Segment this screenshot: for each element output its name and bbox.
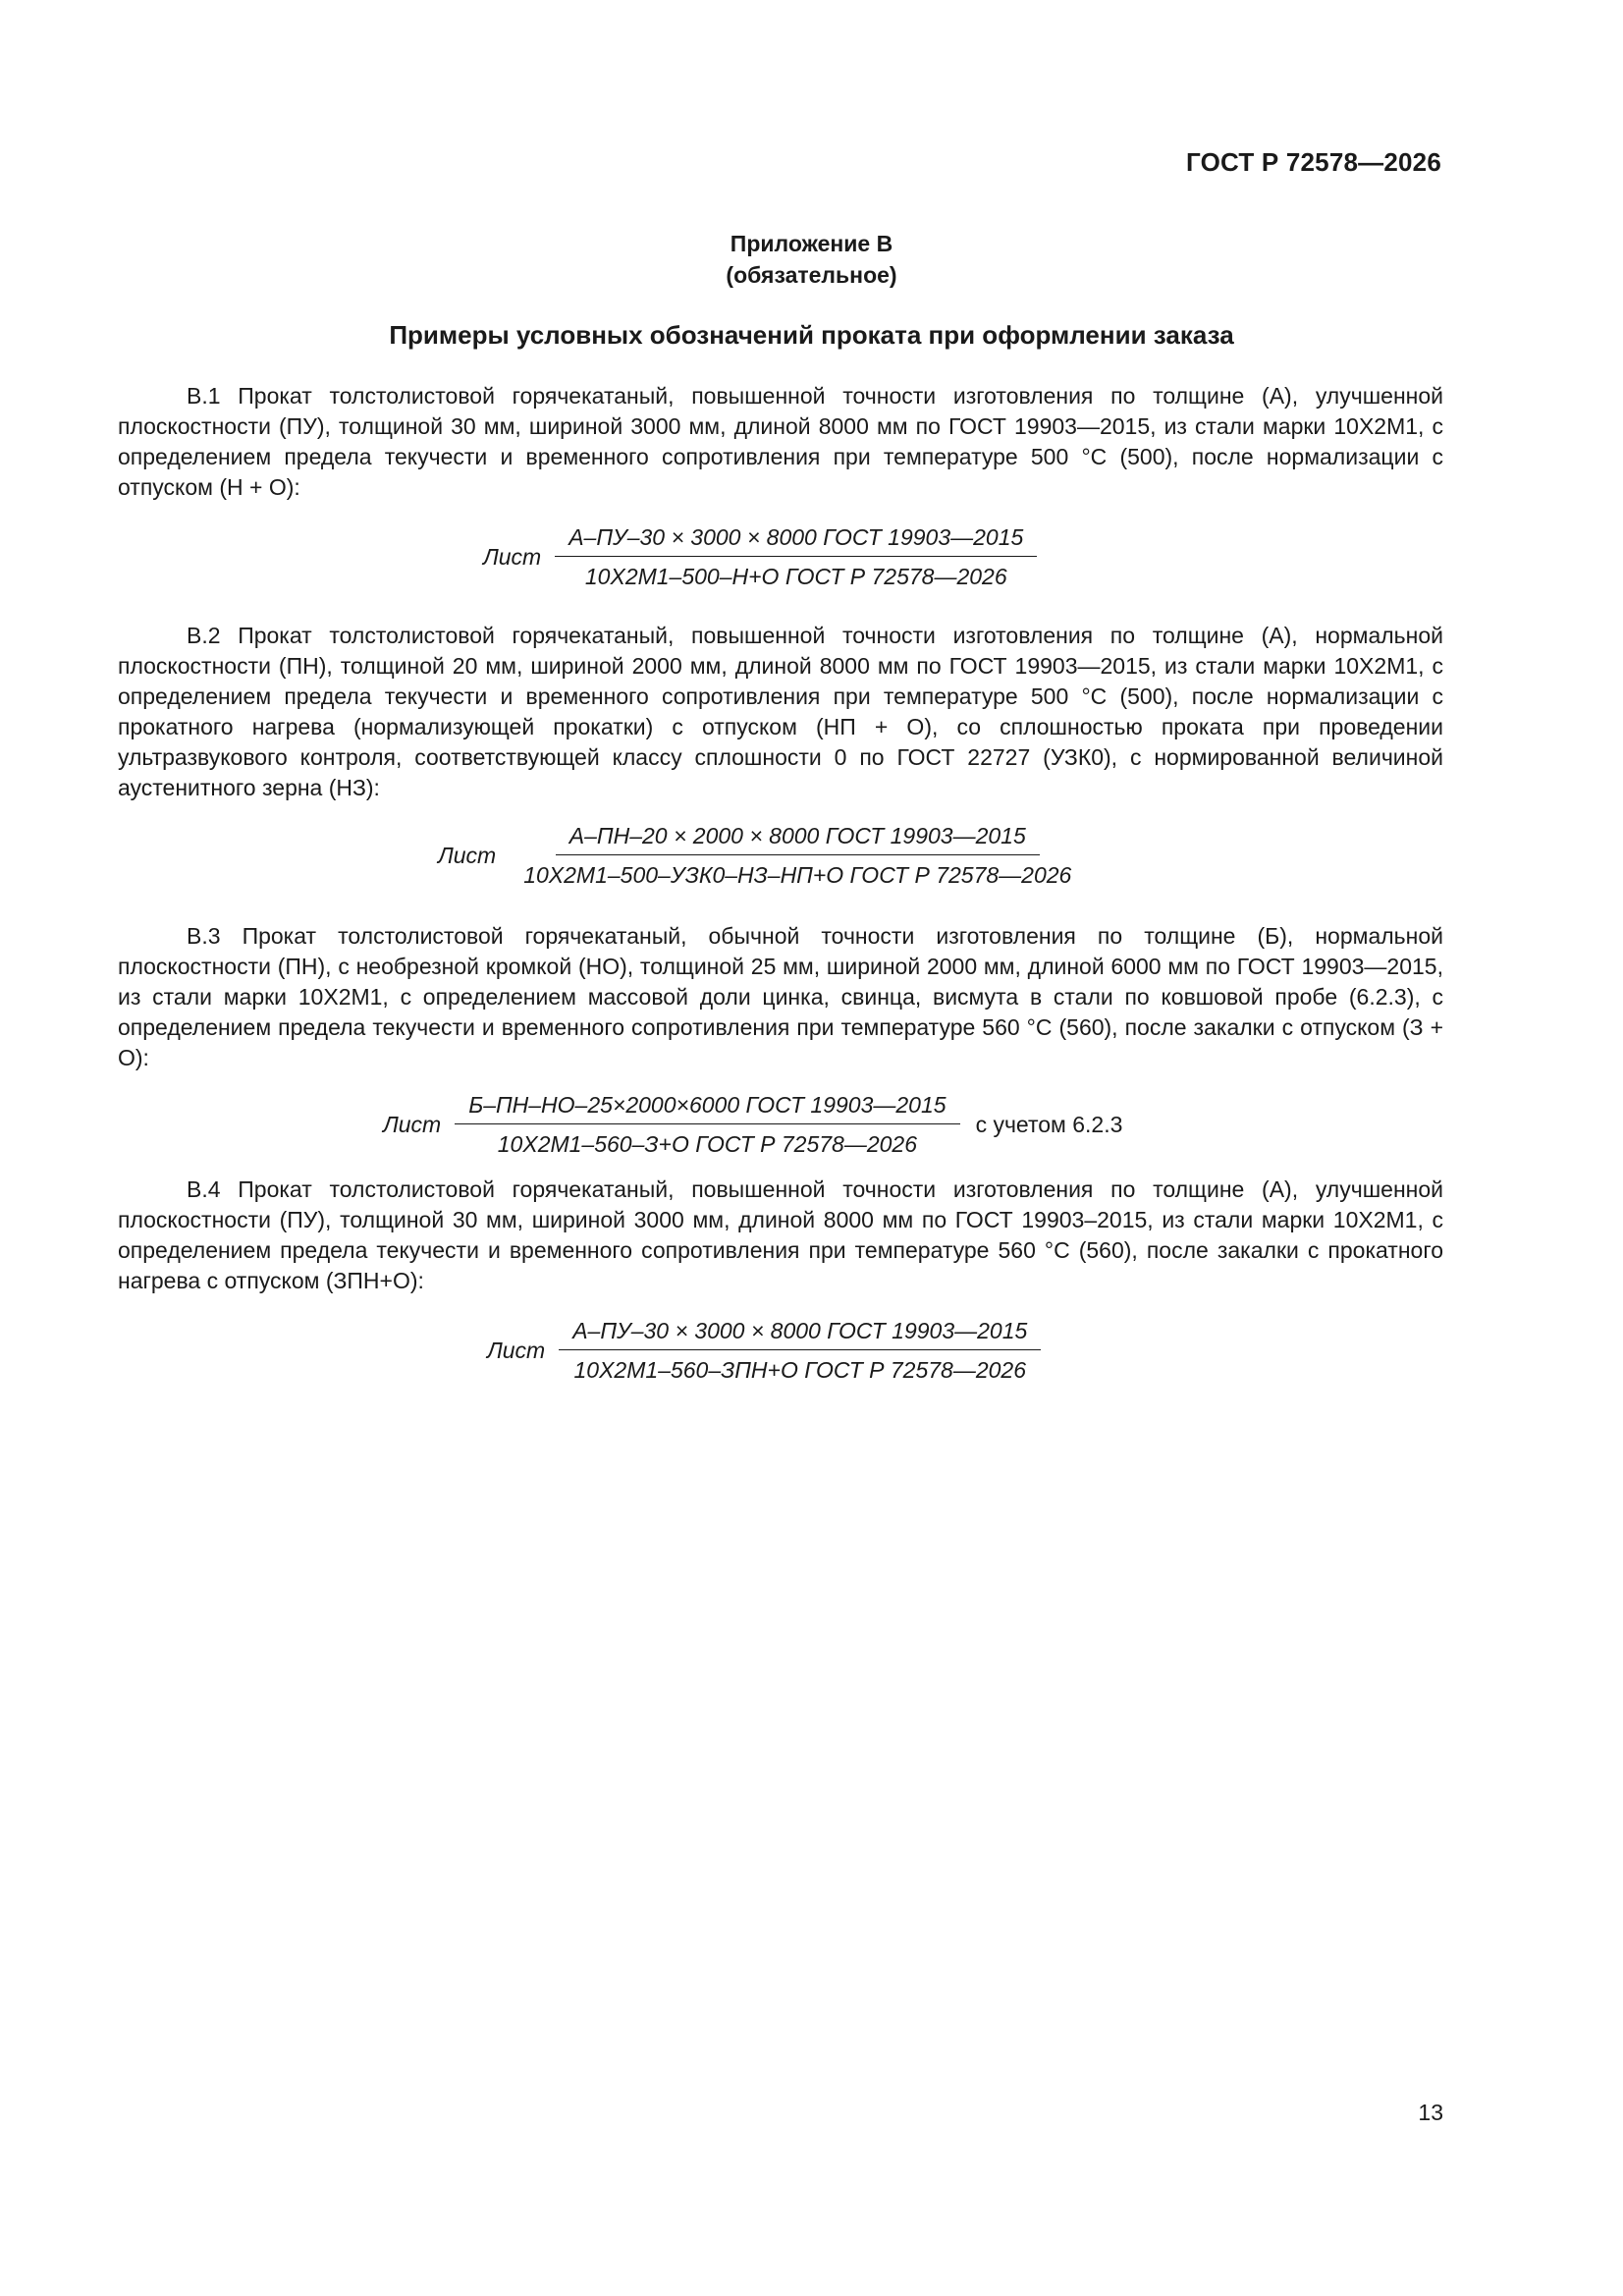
paragraph-b2: В.2 Прокат толстолистовой горячекатаный, повышенной точности изготовления по толщине (А), нормальной плоскостности (ПН), толщиной 20 мм, шириной 2000 мм, длиной 8000 мм по ГОСТ 19903—2015, из стали марки 10Х2М1, с определением предела текучести и временного сопротивления при температуре 500 °С (500), после нормализации с прокатного нагрева (нормализующей прокатки) с отпуском (НП + О), со сплошностью проката при проведении ультразвукового контроля, соответствующей классу сплошности 0 по ГОСТ 22727 (УЗК0), с нормированной величиной аустенитного зерна (НЗ): — [118, 623, 1443, 800]
standard-id: ГОСТ Р 72578—2026 — [1186, 147, 1441, 177]
formula-prefix: Лист — [483, 543, 542, 570]
formula-prefix: Лист — [383, 1111, 442, 1137]
paragraph-b1: В.1 Прокат толстолистовой горячекатаный, повышенной точности изготовления по толщине (А), улучшенной плоскостности (ПУ), толщиной 30 мм, шириной 3000 мм, длиной 8000 мм по ГОСТ 19903—2015, из стали марки 10Х2М1, с определением предела текучести и временного сопротивления при температуре 500 °С (500), после нормализации с отпуском (Н + О): — [118, 383, 1443, 500]
section-title: Примеры условных обозначений проката при оформлении заказа — [389, 320, 1234, 350]
annex-heading — [0, 228, 1623, 291]
formula-numerator: Б–ПН–НО–25×2000×6000 ГОСТ 19903—2015 — [455, 1090, 959, 1124]
formula-fraction — [510, 821, 1085, 890]
formula-denominator: 10Х2М1–500–Н+О ГОСТ Р 72578—2026 — [584, 564, 1007, 589]
paragraph-b3: В.3 Прокат толстолистовой горячекатаный, обычной точности изготовления по толщине (Б), нормальной плоскостности (ПН), с необрезной кромкой (НО), толщиной 25 мм, шириной 2000 мм, длиной 6000 мм по ГОСТ 19903—2015, из стали марки 10Х2М1, с определением массовой доли цинка, свинца, висмута в стали по ковшовой пробе (6.2.3), с определением предела текучести и временного сопротивления при температуре 560 °С (560), после закалки с отпуском (З + О): — [118, 923, 1443, 1070]
formula-note: с учетом 6.2.3 — [975, 1111, 1123, 1137]
formula-numerator: А–ПН–20 × 2000 × 8000 ГОСТ 19903—2015 — [556, 821, 1040, 855]
formula-prefix: Лист — [487, 1337, 546, 1363]
paragraph-b4: В.4 Прокат толстолистовой горячекатаный, повышенной точности изготовления по толщине (А), улучшенной плоскостности (ПУ), толщиной 30 мм, шириной 3000 мм, длиной 8000 мм по ГОСТ 19903–2015, из стали марки 10Х2М1, с определением предела текучести и временного сопротивления при температуре 560 °С (560), после закалки с прокатного нагрева с отпуском (ЗПН+О): — [118, 1176, 1443, 1293]
formula-numerator: А–ПУ–30 × 3000 × 8000 ГОСТ 19903—2015 — [559, 1316, 1041, 1350]
designation-formula-b2 — [438, 821, 1085, 890]
formula-fraction — [455, 1090, 959, 1159]
formula-denominator: 10Х2М1–560–З+О ГОСТ Р 72578—2026 — [497, 1131, 917, 1157]
formula-fraction — [559, 1316, 1041, 1385]
formula-denominator: 10Х2М1–560–ЗПН+О ГОСТ Р 72578—2026 — [573, 1357, 1027, 1383]
formula-fraction — [555, 522, 1037, 591]
formula-denominator: 10Х2М1–500–УЗК0–НЗ–НП+О ГОСТ Р 72578—2026 — [523, 862, 1072, 888]
formula-numerator: А–ПУ–30 × 3000 × 8000 ГОСТ 19903—2015 — [555, 522, 1037, 557]
page-number: 13 — [1418, 2100, 1443, 2125]
designation-formula-b4 — [487, 1316, 1041, 1385]
annex-title: Приложение В — [730, 231, 893, 256]
designation-formula-b1 — [483, 522, 1037, 591]
annex-status: (обязательное) — [726, 262, 897, 288]
formula-prefix: Лист — [438, 842, 497, 868]
designation-formula-b3 — [383, 1090, 1122, 1159]
